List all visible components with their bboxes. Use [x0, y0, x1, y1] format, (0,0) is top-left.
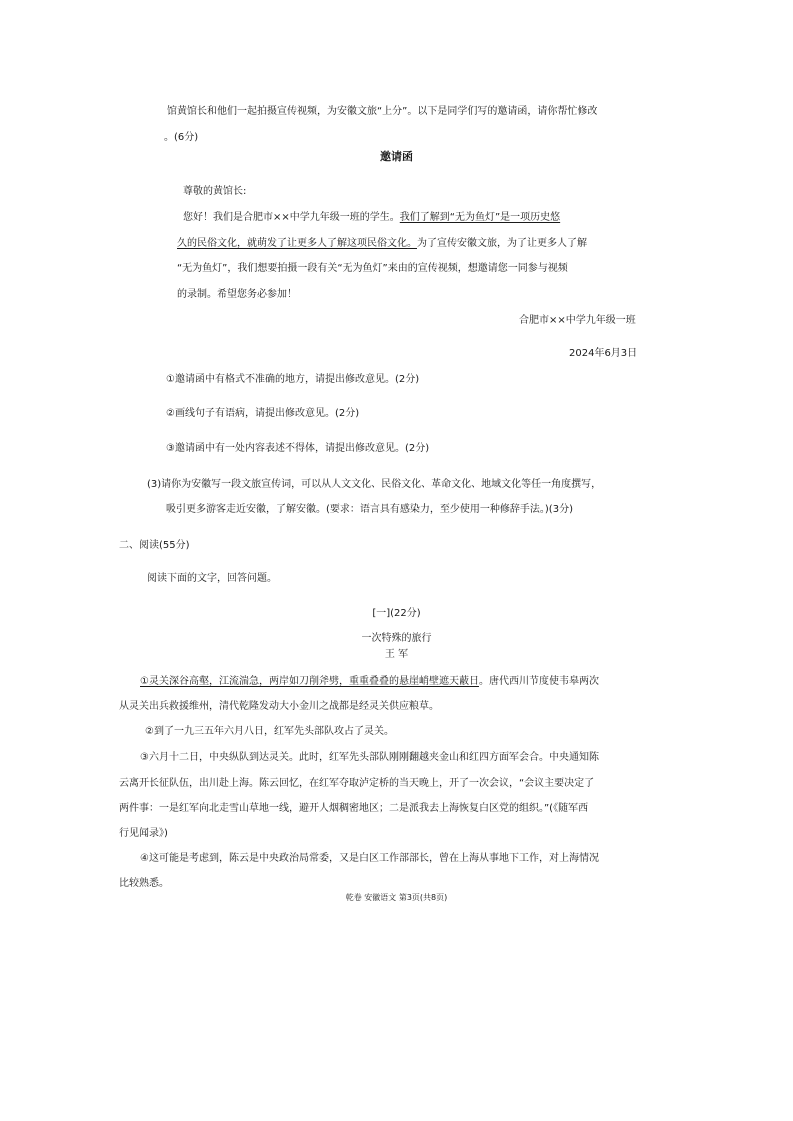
reading-instruction: 阅读下面的文字，回答问题。: [147, 573, 277, 584]
letter-salutation: 尊敬的黄馆长:: [183, 186, 247, 197]
letter-title: 邀请函: [380, 150, 413, 163]
page-footer: 乾卷 安徽语文 第3页(共8页): [345, 893, 448, 902]
paragraph-text: 。唐代西川节度使韦皋两次: [478, 676, 599, 687]
question-3: ③邀请函中有一处内容表述不得体，请提出修改意见。(2分): [166, 443, 430, 454]
letter-body-text: 您好！我们是合肥市××中学九年级一班的学生。: [183, 212, 400, 223]
paragraph-3-line-3: 两件事：一是红军向北走雪山草地一线，避开人烟稠密地区；二是派我去上海恢复白区党的组织。”(《随军西: [119, 803, 589, 814]
letter-body-line-3: “无为鱼灯”，我们想要拍摄一段有关“无为鱼灯”来由的宣传视频，想邀请您一同参与视频: [177, 263, 568, 274]
paragraph-1-line-1: [140, 675, 599, 689]
letter-date: 2024年6月3日: [569, 348, 638, 359]
article-title: 一次特殊的旅行: [361, 633, 432, 644]
underlined-sentence: 我们了解到“无为鱼灯”是一项历史悠: [399, 212, 561, 223]
part-label: [一](22分): [372, 608, 421, 619]
letter-body-line-4: 的录制。希望您务必参加！: [177, 289, 297, 300]
paragraph-2: ②到了一九三五年六月八日，红军先头部队攻占了灵关。: [145, 726, 394, 737]
question-1: ①邀请函中有格式不准确的地方，请提出修改意见。(2分): [166, 374, 420, 385]
paragraph-1-line-2: 从灵关出兵救援维州，清代乾隆发动大小金川之战都是经灵关供应粮草。: [119, 701, 439, 712]
item-3-line-2: 吸引更多游客走近安徽，了解安徽。(要求：语言具有感染力，至少使用一种修辞手法。)(3分): [166, 504, 573, 515]
section-heading: 二、阅读(55分): [119, 540, 190, 551]
paragraph-3-line-4: 行见闻录》): [119, 828, 168, 839]
letter-body-line-1: [183, 211, 560, 225]
paragraph-4-line-1: ④这可能是考虑到，陈云是中央政治局常委，又是白区工作部部长，曾在上海从事地下工作，对上海情况: [140, 853, 599, 864]
intro-line-1: 馆黄馆长和他们一起拍摄宣传视频，为安徽文旅“上分”。以下是同学们写的邀请函，请你帮忙修改: [167, 106, 598, 117]
letter-body-text: 为了宣传安徽文旅，为了让更多人了解: [417, 238, 587, 249]
paragraph-4-line-2: 比较熟悉。: [119, 878, 169, 889]
question-2: ②画线句子有语病，请提出修改意见。(2分): [166, 408, 360, 419]
underlined-sentence: ①灵关深谷高壑，江流湍急，两岸如刀削斧劈，重重叠叠的悬崖峭壁遮天蔽日: [140, 676, 479, 687]
letter-body-line-2: [177, 237, 587, 251]
paragraph-3-line-2: 云离开长征队伍，出川赴上海。陈云回忆，在红军夺取泸定桥的当天晚上，开了一次会议，“会议主要决定了: [119, 778, 595, 789]
intro-line-2: 。(6分): [164, 132, 199, 143]
paragraph-3-line-1: ③六月十二日，中央纵队到达灵关。此时，红军先头部队刚刚翻越夹金山和红四方面军会合。中央通知陈: [140, 752, 599, 763]
item-3-line-1: (3)请你为安徽写一段文旅宣传词，可以从人文文化、民俗文化、革命文化、地域文化等任一角度撰写，: [147, 479, 602, 490]
article-author: 王 军: [384, 649, 409, 660]
underlined-sentence: 久的民俗文化，就萌发了让更多人了解这项民俗文化。: [177, 238, 417, 249]
letter-signer: 合肥市××中学九年级一班: [519, 315, 636, 326]
